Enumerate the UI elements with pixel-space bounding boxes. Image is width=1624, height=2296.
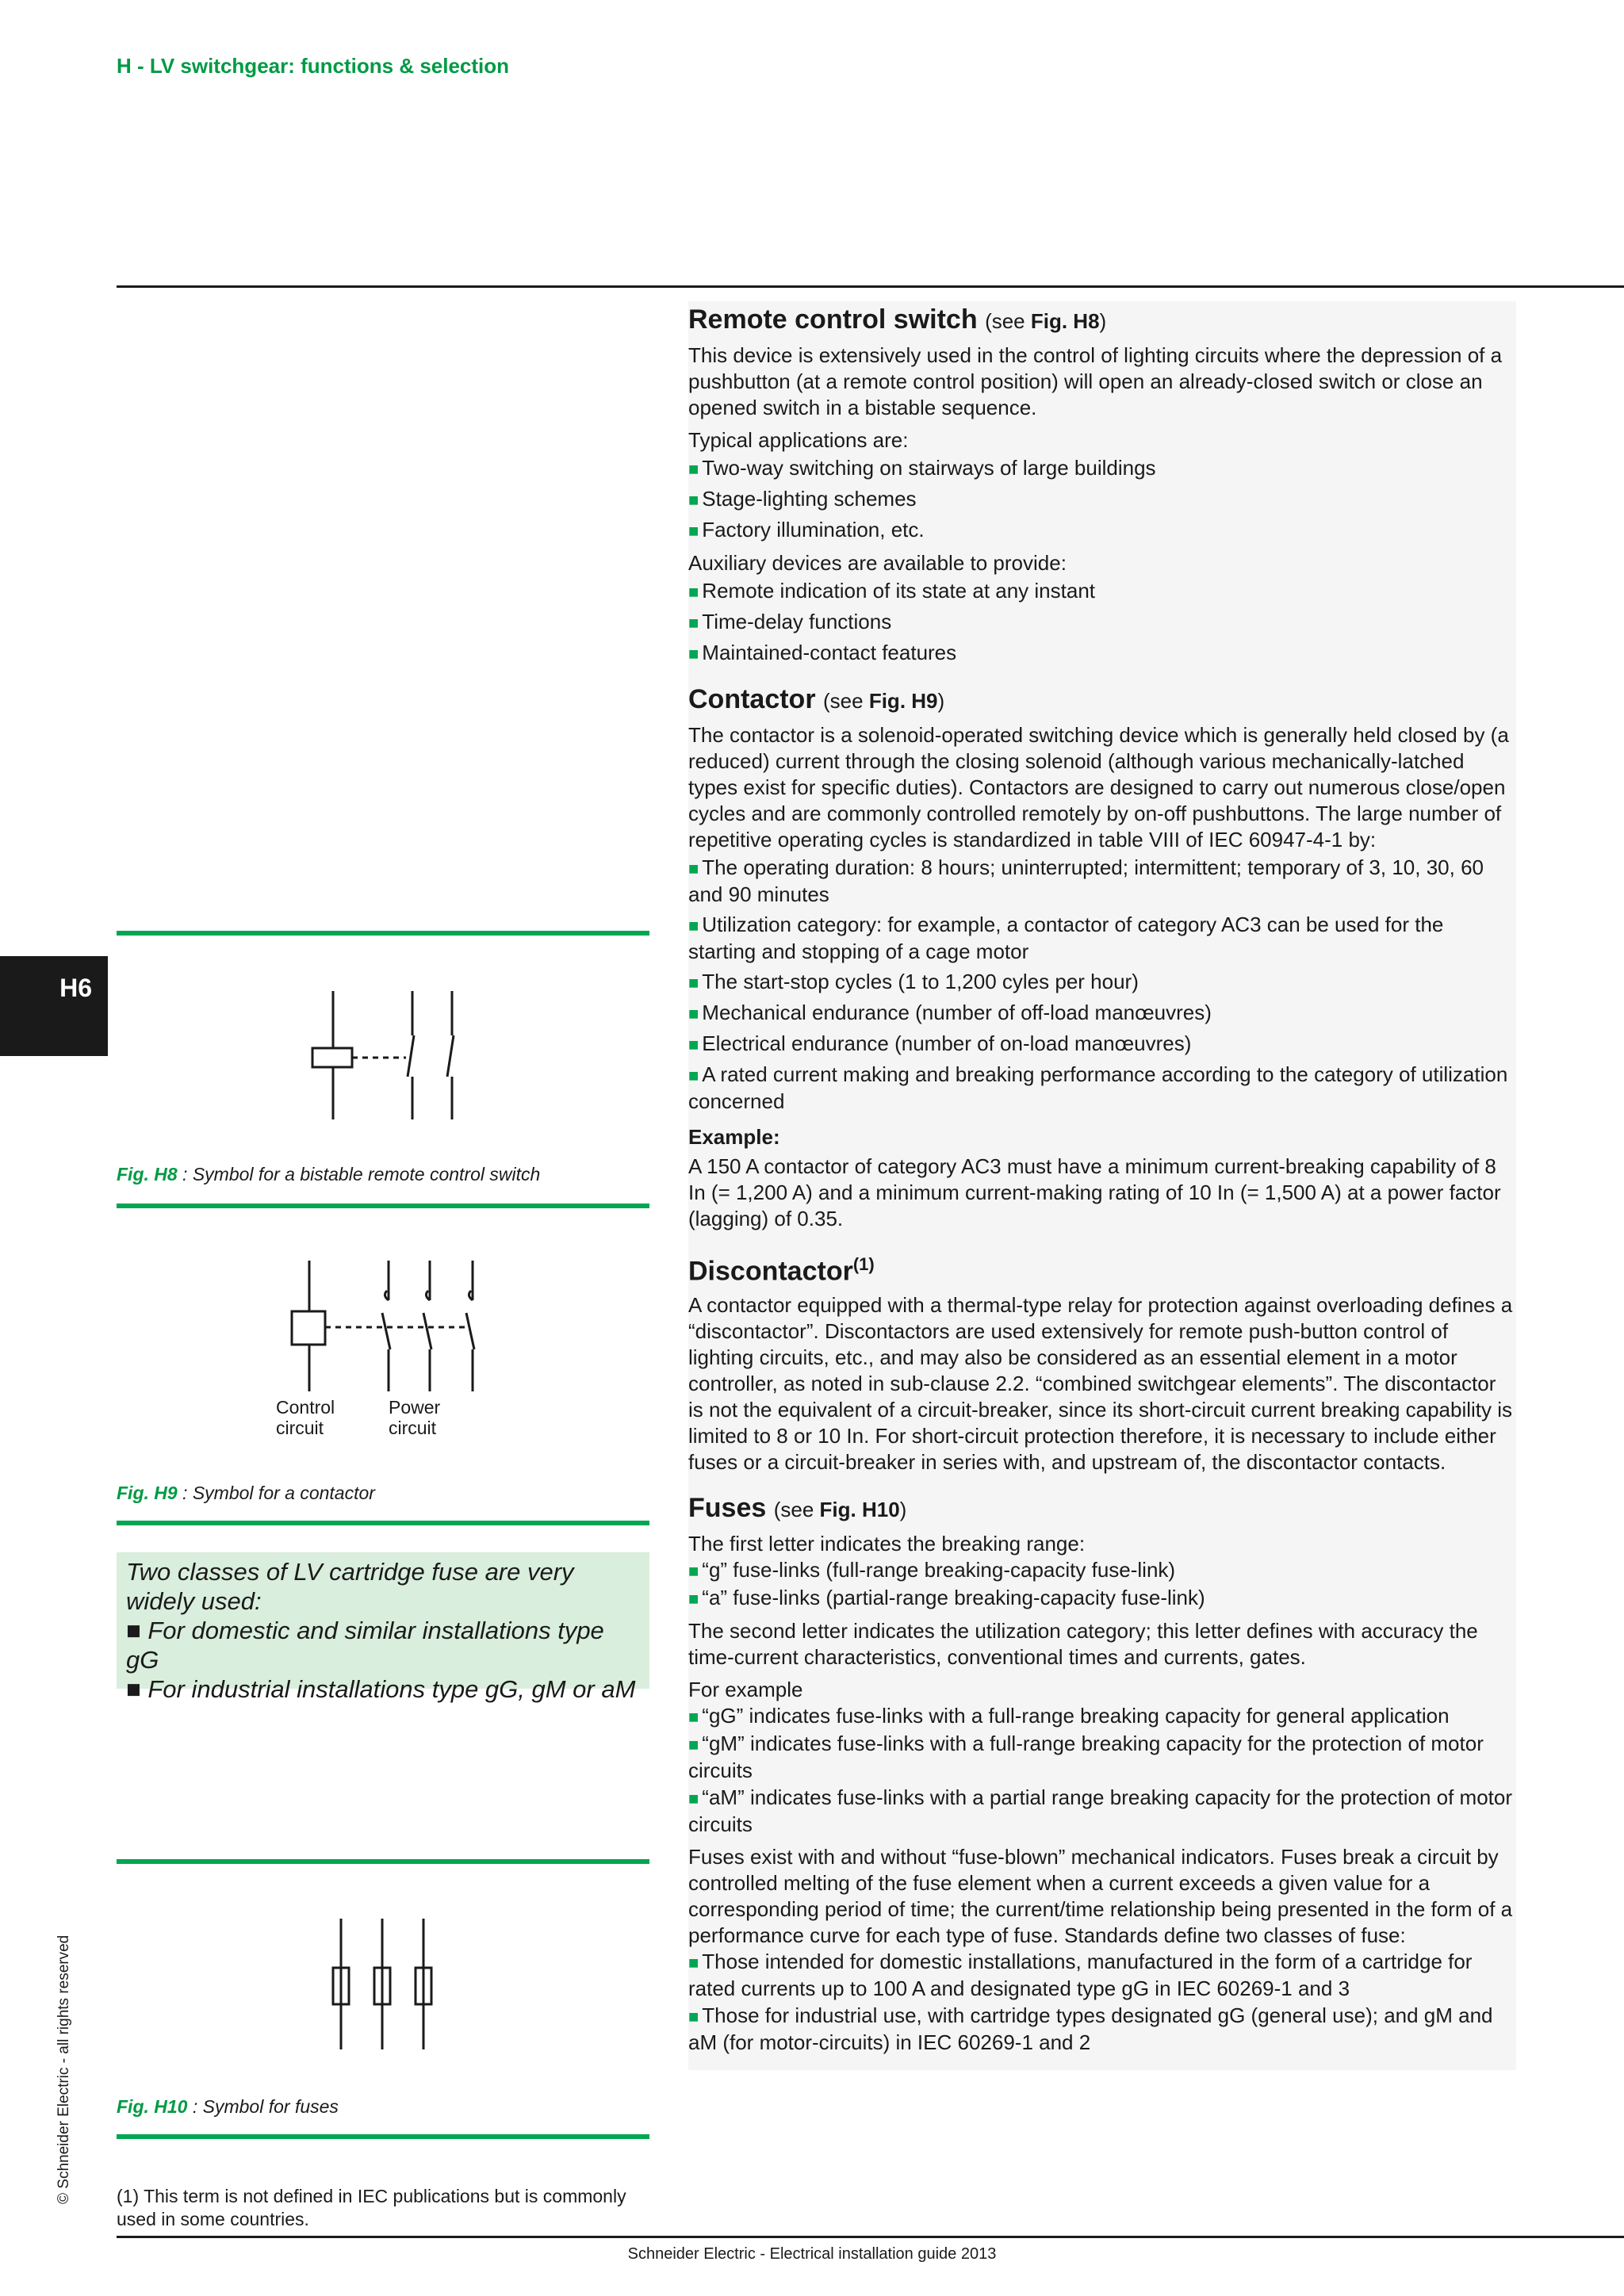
list-item: ■ “aM” indicates fuse-links with a partial range breaking capacity for the protection of motor circuits (688, 1785, 1513, 1837)
fig-h9-caption: Fig. H9 : Symbol for a contactor (117, 1483, 375, 1503)
paragraph: Typical applications are: (688, 428, 909, 452)
list-item: ■ A rated current making and breaking performance according to the category of utilization concerned (688, 1062, 1508, 1113)
section-remote-control (688, 301, 1513, 667)
list-item: ■ Two-way switching on stairways of large buildings (688, 456, 1156, 480)
list-item: ■ Utilization category: for example, a contactor of category AC3 can be used for the starting and stopping of a cage motor (688, 913, 1444, 963)
page-tab: H6 (0, 956, 108, 1056)
list-item: ■ “gG” indicates fuse-links with a full-range breaking capacity for general application (688, 1704, 1450, 1728)
paragraph: The contactor is a solenoid-operated switching device which is generally held closed by (a reduced) current through the closing solenoid (although various mechanically-latched types exist for specific duties). Contactors are designed to carry out numerous close/open cycles and are commonly controlled remotely by on-off pushbuttons. The large number of repetitive operating cycles is standardized in table VIII of IEC 60947-4-1 by: (688, 723, 1509, 851)
section-discontactor (688, 1246, 1513, 1475)
section-title: Fuses (see Fig. H10) (688, 1493, 907, 1524)
page-header: H - LV switchgear: functions & selection (117, 54, 510, 78)
example-heading: Example: (688, 1125, 780, 1149)
page-footer: Schneider Electric - Electrical installation guide 2013 (627, 2245, 997, 2263)
section-fuses (688, 1490, 1513, 2056)
paragraph: A contactor equipped with a thermal-type relay for protection against overloading defines a “discontactor”. Discontactors are used extensively for remote push-button control of lighting circuits, etc., and may also be considered as an essential element in a motor controller, as noted in sub-clause 2.2. “combined switchgear elements”. The discontactor is not the equivalent of a circuit-breaker, since its short-circuit current breaking capability is limited to 8 or 10 In. For short-circuit protection therefore, it is necessary to include either fuses or a circuit-breaker in series with, and upstream of, the discontactor contacts. (688, 1293, 1513, 1475)
main-text-column (688, 301, 1516, 2070)
list-item: ■ Time-delay functions (688, 610, 892, 633)
list-item: ■ Stage-lighting schemes (688, 487, 917, 511)
list-item: ■ “gM” indicates fuse-links with a full-range breaking capacity for the protection of motor circuits (688, 1732, 1484, 1783)
list-item: ■ Maintained-contact features (688, 641, 957, 664)
list-item: ■ Remote indication of its state at any instant (688, 579, 1096, 603)
paragraph: A 150 A contactor of category AC3 must have a minimum current-breaking capability of 8 In (= 1,200 A) and a minimum current-making rating of 10 In (= 1,500 A) at a power factor (lagging) of 0.35. (688, 1154, 1501, 1230)
list-item: ■ Factory illumination, etc. (688, 518, 925, 541)
callout-bullet-1: ■ For domestic and similar installations type gG (126, 1617, 604, 1674)
control-circuit-label: Control circuit (276, 1397, 335, 1438)
list-item: ■ The start-stop cycles (1 to 1,200 cyles per hour) (688, 970, 1139, 993)
list-item: ■ “g” fuse-links (full-range breaking-capacity fuse-link) (688, 1558, 1176, 1582)
fig-h9-bottom-rule (117, 1521, 649, 1525)
paragraph: Auxiliary devices are available to provide: (688, 551, 1067, 575)
list-item: ■ Mechanical endurance (number of off-load manœuvres) (688, 1001, 1212, 1024)
paragraph: For example (688, 1678, 803, 1702)
list-item: ■ Electrical endurance (number of on-load manœuvres) (688, 1031, 1192, 1055)
paragraph: Fuses exist with and without “fuse-blown” mechanical indicators. Fuses break a circuit by controlled melting of the fuse element when a current exceeds a given value for a corresponding period of time; the current/time relationship being presented in the form of a performance curve for each type of fuse. Standards define two classes of fuse: (688, 1845, 1513, 1948)
remote-switch-symbol (301, 991, 476, 1126)
paragraph: The second letter indicates the utilization category; this letter defines with accuracy the time-current characteristics, conventional times and currents, gates. (688, 1619, 1478, 1670)
fig-h10-caption: Fig. H10 : Symbol for fuses (117, 2096, 339, 2117)
power-circuit-label: Power circuit (389, 1397, 441, 1438)
copyright-notice: © Schneider Electric - all rights reserved (56, 1934, 72, 2204)
callout-bullet-2: ■ For industrial installations type gG, gM or aM (126, 1675, 636, 1703)
list-item: ■ Those intended for domestic installations, manufactured in the form of a cartridge for rated currents up to 100 A and designated type gG in IEC 60269-1 and 3 (688, 1950, 1473, 2001)
fig-h10-rule (117, 1859, 649, 1864)
fuses-symbol (325, 1919, 444, 2053)
paragraph: This device is extensively used in the control of lighting circuits where the depression of a pushbutton (at a remote control position) will open an already-closed switch or close an opened switch in a bistable sequence. (688, 343, 1503, 419)
footnote: (1) This term is not defined in IEC publications but is commonly used in some countries. (117, 2186, 626, 2229)
fig-h10-bottom-rule (117, 2134, 649, 2139)
section-contactor (688, 681, 1513, 1232)
section-title: Remote control switch (see Fig. H8) (688, 304, 1107, 335)
section-title: Contactor (see Fig. H9) (688, 684, 945, 714)
contactor-symbol (285, 1261, 492, 1395)
fig-h8-caption: Fig. H8 : Symbol for a bistable remote control switch (117, 1164, 541, 1184)
fuse-classes-callout: Two classes of LV cartridge fuse are very widely used: ■ For domestic and similar installations type gG ■ For industrial installations type gG, gM or aM (117, 1552, 649, 1689)
fig-h9-rule (117, 1203, 649, 1208)
list-item: ■ Those for industrial use, with cartridge types designated gG (general use); and gM and aM (for motor-circuits) in IEC 60269-1 and 2 (688, 2003, 1493, 2055)
top-divider (117, 285, 1624, 288)
list-item: ■ The operating duration: 8 hours; uninterrupted; intermittent; temporary of 3, 10, 30, 60 and 90 minutes (688, 855, 1484, 906)
paragraph: The first letter indicates the breaking range: (688, 1532, 1086, 1556)
section-title: Discontactor$^{(1)}$ (688, 1254, 875, 1287)
fig-h8-rule (117, 931, 649, 936)
bottom-divider (117, 2236, 1624, 2238)
list-item: ■ “a” fuse-links (partial-range breaking-capacity fuse-link) (688, 1586, 1205, 1610)
